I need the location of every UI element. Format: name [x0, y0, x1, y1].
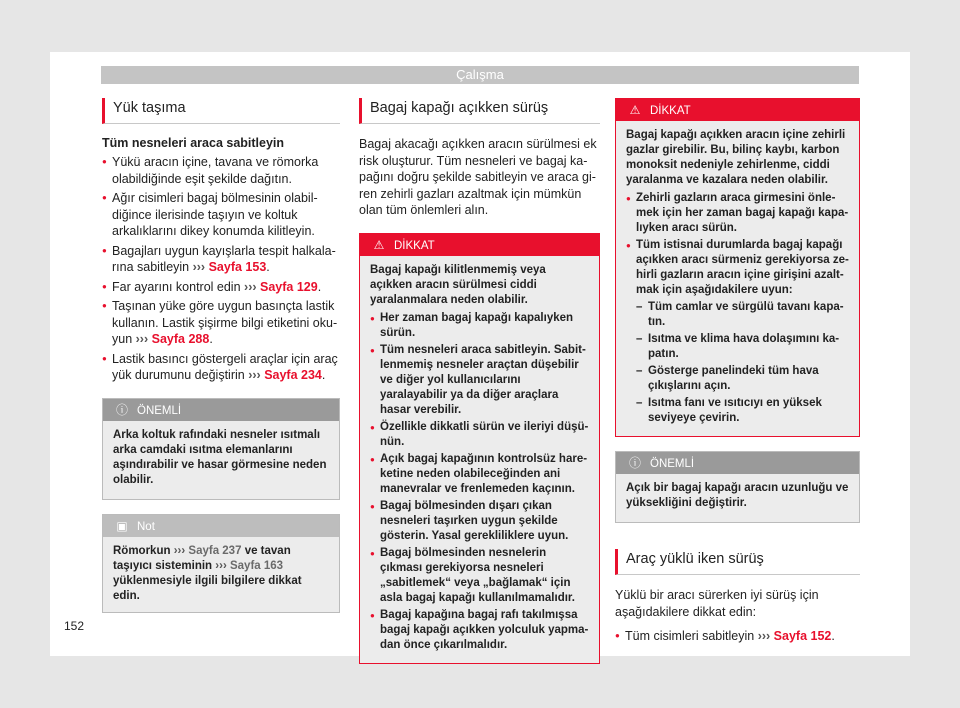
- notice-body: Açık bir bagaj kapağı aracın uzunluğu ve yüksekliğini değiştirir.: [616, 474, 859, 522]
- notice-body: Arka koltuk rafındaki nesneler ısıtmalı arka camdaki ısıtma elemanlarını aşındırabilir ve hasar görmesine neden olabilir.: [103, 421, 339, 499]
- warning-body: Bagaj kapağı kilitlenmemiş veya açıkken aracın sürülmesi ciddi yaralanmalara neden olabilir. ● Her zaman bagaj kapağı kapalıyken sürün. ● Tüm nesneleri araca sabitleyin. Sabitlenmemiş nesneler araçtan düşebilir ve diğer yol kullanıcılarını yaralayabilir ya da diğer araçlara hasar verebilir. ● Özellikle dikkatli sürün ve ileriyi düşünün. ● Açık bagaj kapağının kontrolsüz hareketine neden olabileceğinden ani manevralar ve frenlemeden kaçının. ● Bagaj bölmesinden dışarı çıkan nesneleri taşırken uygun şekilde gösterin. Yasal gerekliliklere uyun. ● Bagaj bölmesinden nesnelerin çıkması gerekiyorsa nesneleri „sabitlemek“ veya „bağlamak“ için asla bagaj kapağı kullanılmamalıdır. ● Bagaj kapağına bagaj rafı takılmışsa bagaj kapağı açıkken yolculuk yapmadan önce çıkarılmalıdır.: [360, 256, 599, 663]
- page-link[interactable]: Sayfa 129: [260, 279, 318, 294]
- arrow-icon: ›››: [248, 368, 261, 382]
- list-item: ● Özellikle dikkatli sürün ve ileriyi düşünün.: [370, 420, 589, 450]
- page-link[interactable]: Sayfa 288: [151, 332, 210, 346]
- section-title-bagaj-kapagi: Bagaj kapağı açıkken sürüş: [359, 98, 600, 124]
- list-item: ● Zehirli gazların araca girmesini önlemek için her zaman bagaj kapağı kapalıyken aracı sürün.: [626, 191, 849, 236]
- warning-header: ⚠ DİKKAT: [360, 234, 599, 256]
- note-icon: ▣: [116, 518, 128, 533]
- column-1: [102, 98, 340, 613]
- intro-text: Bagaj akacağı açıkken aracın sürülmesi ek risk oluşturur. Tüm nesneleri ve bagaj kapağını doğru şekilde sabitleyin ve araca giren zehirli gazları azaltmak için mümkün olan tüm önlemleri alın.: [359, 137, 597, 217]
- warning-triangle-icon: ⚠: [373, 237, 385, 252]
- section-title-arac-yuklu: Araç yüklü iken sürüş: [615, 549, 860, 575]
- dash-item: – Isıtma ve klima hava dolaşımını kapatın.: [626, 332, 849, 362]
- dash-item: – Gösterge panelindeki tüm hava çıkışlarını açın.: [626, 364, 849, 394]
- warning-box: [359, 233, 600, 664]
- arrow-icon: ›››: [757, 629, 771, 643]
- note-header: ▣ Not: [103, 515, 339, 537]
- notice-box-onemli: [615, 451, 860, 523]
- warning-body: Bagaj kapağı açıkken aracın içine zehirli gazlar girebilir. Bu, bilinç kaybı, karbon monoksit nedeniyle zehirlenme, ciddi yaralanma ve kazalara neden olabilir. ● Zehirli gazların araca girmesini önlemek için her zaman bagaj kapağı kapalıyken aracı sürün. ● Tüm istisnai durumlarda bagaj kapağı açıkken aracı sürmeniz gerekiyorsa zehirli gazların aracın içine girişini azaltmak için aşağıdakilere uyun: – Tüm camlar ve sürgülü tavanı kapatın. – Isıtma ve klima hava dolaşımını kapatın. – Gösterge panelindeki tüm hava çıkışlarını açın. – Isıtma fanı ve ısıtıcıyı en yüksek seviyeye çevirin.: [616, 121, 859, 436]
- info-circle-icon: ⓘ: [115, 402, 128, 417]
- list-item: ● Tüm nesneleri araca sabitleyin. Sabitlenmemiş nesneler araçtan düşebilir ve diğer yol kullanıcılarını yaralayabilir ya da diğer araçlara hasar verebilir.: [370, 343, 589, 418]
- subhead-sabitleyin: Tüm nesneleri araca sabitleyin: [102, 136, 285, 150]
- list-item: ● Far ayarını kontrol edin ››› Sayfa 129.: [102, 279, 340, 296]
- column-2: [359, 98, 600, 664]
- list-item: ● Taşınan yüke göre uygun basınçta lastik kullanın. Lastik şişirme bilgi etiketini okuyun ››› Sayfa 288.: [102, 298, 340, 348]
- arrow-icon: ›››: [192, 260, 206, 274]
- note-box: [102, 514, 340, 613]
- list-item: ● Açık bagaj kapağının kontrolsüz hareketine neden olabileceğinden ani manevralar ve frenlemeden kaçının.: [370, 452, 589, 497]
- page-link[interactable]: Sayfa 163: [229, 559, 284, 572]
- warning-header: ⚠ DİKKAT: [616, 99, 859, 121]
- dash-item: – Tüm camlar ve sürgülü tavanı kapatın.: [626, 300, 849, 330]
- notice-box-onemli: [102, 398, 340, 500]
- page-link[interactable]: Sayfa 153: [208, 260, 267, 274]
- list-item: ● Bagaj bölmesinden nesnelerin çıkması gerekiyorsa nesneleri „sabitlemek“ veya „bağlamak“ için asla bagaj kapağı kullanılmamalıdır.: [370, 546, 589, 606]
- page-link[interactable]: Sayfa 237: [188, 544, 242, 557]
- notice-header: ⓘ ÖNEMLİ: [616, 452, 859, 474]
- column-3: [615, 98, 860, 648]
- list-item: ● Tüm cisimleri sabitleyin ››› Sayfa 152.: [615, 628, 860, 645]
- list-item: ● Yükü aracın içine, tavana ve römorka olabildiğinde eşit şekilde dağıtın.: [102, 154, 340, 187]
- list-item: ● Tüm istisnai durumlarda bagaj kapağı açıkken aracı sürmeniz gerekiyorsa zehirli gazların aracın içine girişini azaltmak için aşağıdakilere uyun:: [626, 238, 849, 298]
- intro-text: Yüklü bir aracı sürerken iyi sürüş için aşağıdakilere dikkat edin:: [615, 588, 819, 619]
- list-item: ● Lastik basıncı göstergeli araçlar için araç yük durumunu değiştirin ››› Sayfa 234.: [102, 351, 340, 384]
- list-item: ● Bagaj kapağına bagaj rafı takılmışsa bagaj kapağı açıkken yolculuk yapmadan önce çıkarılmalıdır.: [370, 608, 589, 653]
- page-link[interactable]: Sayfa 152: [773, 629, 832, 643]
- arrow-icon: ›››: [173, 544, 186, 557]
- info-circle-icon: ⓘ: [628, 456, 641, 470]
- arrow-icon: ›››: [244, 279, 257, 294]
- notice-header: ⓘ ÖNEMLİ: [103, 399, 339, 421]
- page-header: Çalışma: [101, 66, 859, 84]
- dash-item: – Isıtma fanı ve ısıtıcıyı en yüksek seviyeye çevirin.: [626, 396, 849, 426]
- list-item: ● Bagajları uygun kayışlarla tespit halkalarına sabitleyin ››› Sayfa 153.: [102, 243, 340, 276]
- warning-triangle-icon: ⚠: [629, 103, 641, 117]
- section-title-yuk-tasima: Yük taşıma: [102, 98, 340, 124]
- arrow-icon: ›››: [135, 332, 149, 346]
- note-body: Römorkun ››› Sayfa 237 ve tavan taşıyıcı sisteminin ››› Sayfa 163 yüklenmesiyle ilgili bilgilere dikkat edin.: [103, 537, 339, 612]
- arrow-icon: ›››: [215, 559, 227, 572]
- page-link[interactable]: Sayfa 234: [264, 368, 322, 382]
- list-item: ● Ağır cisimleri bagaj bölmesinin olabildiğince ilerisinde taşıyın ve koltuk arkalıklarını dikey konumda kilitleyin.: [102, 190, 340, 240]
- warning-box: [615, 98, 860, 437]
- list-item: ● Her zaman bagaj kapağı kapalıyken sürün.: [370, 311, 589, 341]
- list-item: ● Bagaj bölmesinden dışarı çıkan nesneleri taşırken uygun şekilde gösterin. Yasal gerekliliklere uyun.: [370, 499, 589, 544]
- page-number: 152: [64, 619, 85, 633]
